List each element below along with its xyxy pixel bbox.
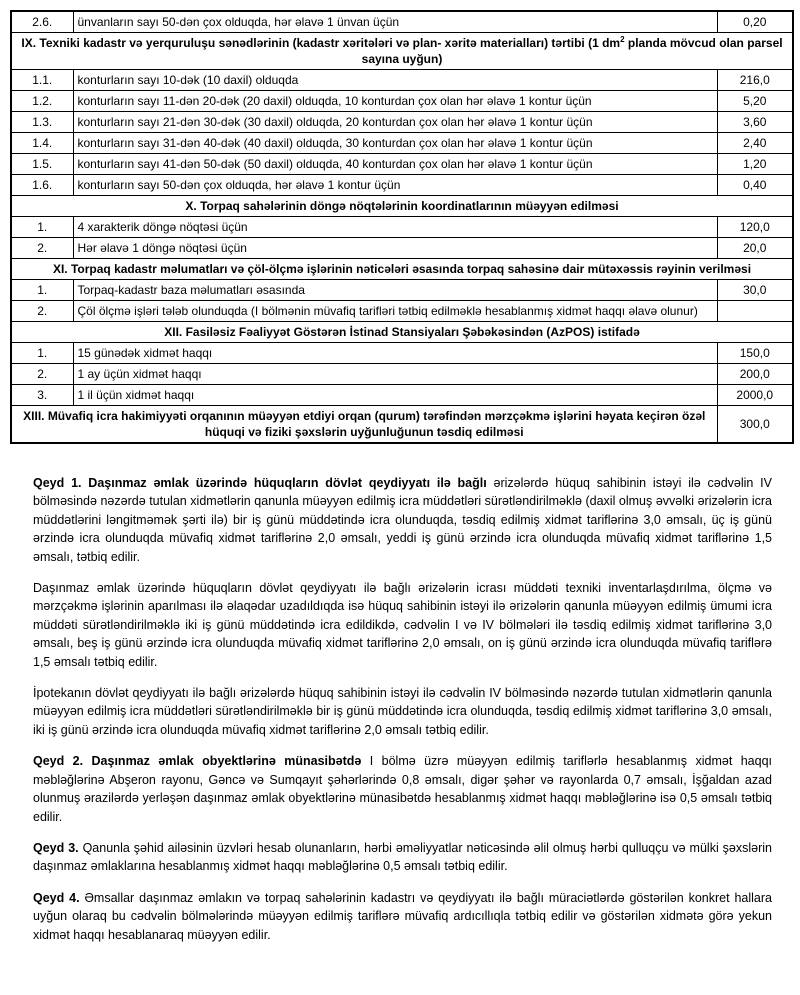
row-number: 1.5. bbox=[11, 154, 73, 175]
table-row bbox=[11, 301, 793, 322]
table-row bbox=[11, 112, 793, 133]
table-row bbox=[11, 217, 793, 238]
row-number: 1.1. bbox=[11, 70, 73, 91]
row-description: konturların sayı 41-dən 50-dək (50 daxil) olduqda, 40 konturdan çox olan hər əlavə 1 kontur üçün bbox=[73, 154, 717, 175]
notes-section bbox=[33, 474, 772, 944]
table-row bbox=[11, 70, 793, 91]
row-value: 300,0 bbox=[717, 406, 793, 444]
section-header: XI. Torpaq kadastr məlumatları və çöl-ölçmə işlərinin nəticələri əsasında torpaq sahəsinə dair mütəxəssis rəyinin verilməsi bbox=[11, 259, 793, 280]
row-value bbox=[717, 301, 793, 322]
row-value: 30,0 bbox=[717, 280, 793, 301]
row-number: 2. bbox=[11, 301, 73, 322]
table-row bbox=[11, 133, 793, 154]
row-value: 2000,0 bbox=[717, 385, 793, 406]
table-row bbox=[11, 364, 793, 385]
row-value: 1,20 bbox=[717, 154, 793, 175]
row-number: 1.6. bbox=[11, 175, 73, 196]
row-description: konturların sayı 21-dən 30-dək (30 daxil) olduqda, 20 konturdan çox olan hər əlavə 1 kontur üçün bbox=[73, 112, 717, 133]
section-header-row bbox=[11, 322, 793, 343]
row-value: 150,0 bbox=[717, 343, 793, 364]
section-header: X. Torpaq sahələrinin döngə nöqtələrinin koordinatlarının müəyyən edilməsi bbox=[11, 196, 793, 217]
table-row bbox=[11, 175, 793, 196]
note-lead-bold: Qeyd 3. bbox=[33, 840, 79, 855]
row-value: 216,0 bbox=[717, 70, 793, 91]
table-row bbox=[11, 91, 793, 112]
row-description: konturların sayı 50-dən çox olduqda, hər əlavə 1 kontur üçün bbox=[73, 175, 717, 196]
note-lead-bold: Qeyd 1. Daşınmaz əmlak üzərində hüquqların dövlət qeydiyyatı ilə bağlı bbox=[33, 476, 487, 490]
row-number: 3. bbox=[11, 385, 73, 406]
row-value: 3,60 bbox=[717, 112, 793, 133]
section-header-row bbox=[11, 33, 793, 70]
superscript: 2 bbox=[620, 35, 625, 44]
note-paragraph: Daşınmaz əmlak üzərində hüquqların dövlət qeydiyyatı ilə bağlı ərizələrin icrası müddəti texniki inventarlaşdırılma, ölçmə və mərzçəkmə işlərinin aparılması ilə əlaqədar uzadıldıqda isə hüquq sahibinin istəyi ilə ərizələrin qanunla müəyyən edilmiş ümumi icra müddəti sürətləndirilməklə iki iş günü müddətində icra edildikdə, cədvəlin I və IV bölmələri ilə təsdiq edilmiş xidmət tariflərinə 3,0 əmsalı, beş iş günü ərzində icra olunduqda müvafiq xidmət tariflərinə 2,0 əmsalı, on iş günü ərzində icra olunduqda müvafiq tariflərə 1,5 əmsalı tətbiq edilir. bbox=[33, 581, 772, 669]
note-paragraph: Qeyd 3. Qanunla şəhid ailəsinin üzvləri hesab olunanların, hərbi əməliyyatlar nəticəsində əlil olmuş hərbi qulluqçu və mülki şəxslərin daşınmaz əmlaklarına hesablanmış xidmət haqqı məbləğlərinə 0,5 əmsalı tətbiq edilir. bbox=[33, 840, 772, 874]
note-lead-bold: Qeyd 2. Daşınmaz əmlak obyektlərinə münasibətdə bbox=[33, 754, 362, 769]
row-value: 0,20 bbox=[717, 11, 793, 33]
row-description: 1 il üçün xidmət haqqı bbox=[73, 385, 717, 406]
section-header-row bbox=[11, 406, 793, 444]
row-value: 2,40 bbox=[717, 133, 793, 154]
row-number: 1.4. bbox=[11, 133, 73, 154]
row-value: 0,40 bbox=[717, 175, 793, 196]
table-row bbox=[11, 11, 793, 33]
row-description: 15 günədək xidmət haqqı bbox=[73, 343, 717, 364]
row-description: 4 xarakterik döngə nöqtəsi üçün bbox=[73, 217, 717, 238]
row-number: 1.3. bbox=[11, 112, 73, 133]
row-number: 2.6. bbox=[11, 11, 73, 33]
row-description: konturların sayı 31-dən 40-dək (40 daxil) olduqda, 30 konturdan çox olan hər əlavə 1 kontur üçün bbox=[73, 133, 717, 154]
table-row bbox=[11, 154, 793, 175]
row-number: 1.2. bbox=[11, 91, 73, 112]
section-header: XIII. Müvafiq icra hakimiyyəti orqanının müəyyən etdiyi orqan (qurum) tərəfindən mərzçəkmə işlərini həyata keçirən özəl hüquqi və fiziki şəxslərin uyğunluğunun təsdiq edilməsi bbox=[11, 406, 717, 444]
row-description: 1 ay üçün xidmət haqqı bbox=[73, 364, 717, 385]
row-value: 5,20 bbox=[717, 91, 793, 112]
table-row bbox=[11, 343, 793, 364]
row-description: ünvanların sayı 50-dən çox olduqda, hər əlavə 1 ünvan üçün bbox=[73, 11, 717, 33]
row-number: 2. bbox=[11, 364, 73, 385]
section-header: XII. Fasiləsiz Fəaliyyət Göstərən İstinad Stansiyaları Şəbəkəsindən (AzPOS) istifadə bbox=[11, 322, 793, 343]
row-number: 1. bbox=[11, 343, 73, 364]
table-row bbox=[11, 385, 793, 406]
table-row bbox=[11, 238, 793, 259]
note-paragraph: Qeyd 4. Əmsallar daşınmaz əmlakın və torpaq sahələrinin kadastrı və qeydiyyatı ilə bağlı müraciətlərdə göstərilən konkret hallara uyğun olaraq bu cədvəlin bölmələrində müəyyən edilmiş tariflərə müvafiq ardıcıllıqla tətbiq edilir və göstərilən xidmətə görə yekun xidmət haqqı hesablanaraq müəyyən edilir. bbox=[33, 890, 773, 942]
table-row bbox=[11, 280, 793, 301]
section-header-row bbox=[11, 259, 793, 280]
section-header: IX. Texniki kadastr və yerquruluşu sənədlərinin (kadastr xəritələri və plan- xəritə materialları) tərtibi (1 $dm^2$ planda mövcud olan parsel sayına uyğun) bbox=[11, 33, 793, 70]
row-value: 120,0 bbox=[717, 217, 793, 238]
row-value: 20,0 bbox=[717, 238, 793, 259]
row-description: Torpaq-kadastr baza məlumatları əsasında bbox=[73, 280, 717, 301]
note-paragraph: İpotekanın dövlət qeydiyyatı ilə bağlı ərizələrdə hüquq sahibinin istəyi ilə cədvəlin IV bölməsində nəzərdə tutulan xidmətlərin qanunla müəyyən edilmiş icra müddətləri sürətləndirilməklə bir iş günü müddətində icra olunduqda, təsdiq edilmiş xidmət tariflərinə 3,0 əmsalı, iki iş günü ərzində icra olunduqda müvafiq xidmət tariflərinə 2,0 əmsalı tətbiq edilir. bbox=[33, 686, 772, 737]
tariff-table bbox=[10, 10, 794, 444]
row-description: Hər əlavə 1 döngə nöqtəsi üçün bbox=[73, 238, 717, 259]
row-number: 1. bbox=[11, 280, 73, 301]
row-value: 200,0 bbox=[717, 364, 793, 385]
note-paragraph: Qeyd 2. Daşınmaz əmlak obyektlərinə münasibətdə I bölmə üzrə müəyyən edilmiş tariflərlə hesablanmış xidmət haqqı məbləğlərinə Abşeron rayonu, Gəncə və Sumqayıt şəhərlərində 0,8 əmsalı, digər şəhər və rayonlarda 0,7 əmsalı, İşğaldan azad olunmuş ərazilərdə yerləşən daşınmaz əmlak obyektlərinə münasibətdə hesablanmış xidmət haqqı məbləğlərinə isə 0,5 əmsalı tətbiq edilir. bbox=[33, 754, 772, 824]
row-number: 1. bbox=[11, 217, 73, 238]
row-description: konturların sayı 10-dək (10 daxil) olduqda bbox=[73, 70, 717, 91]
note-paragraph: Qeyd 1. Daşınmaz əmlak üzərində hüquqların dövlət qeydiyyatı ilə bağlı ərizələrdə hüquq sahibinin istəyi ilə cədvəlin IV bölməsində nəzərdə tutulan xidmətlərin qanunla müəyyən edilmiş icra müddətləri sürətləndirilməklə (daxil olmuş əvvəlki ərizələrin icra müddətlərini ləngitməmək şərti ilə) bir iş günü müddətində icra olunduqda, təsdiq edilmiş xidmət tariflərinə 3,0 əmsalı, üç iş günü ərzində icra olunduqda müvafiq xidmət tariflərinə 2,0 əmsalı, yeddi iş günü ərzində icra olunduqda müvafiq xidmət tariflərinə 1,5 əmsalı, tətbiq edilir. bbox=[33, 476, 772, 564]
section-header-row bbox=[11, 196, 793, 217]
row-description: Çöl ölçmə işləri tələb olunduqda (I bölmənin müvafiq tarifləri tətbiq edilməklə hesablanmış xidmət haqqı əlavə olunur) bbox=[73, 301, 717, 322]
row-number: 2. bbox=[11, 238, 73, 259]
row-description: konturların sayı 11-dən 20-dək (20 daxil) olduqda, 10 konturdan çox olan hər əlavə 1 kontur üçün bbox=[73, 91, 717, 112]
note-lead-bold: Qeyd 4. bbox=[33, 890, 80, 905]
